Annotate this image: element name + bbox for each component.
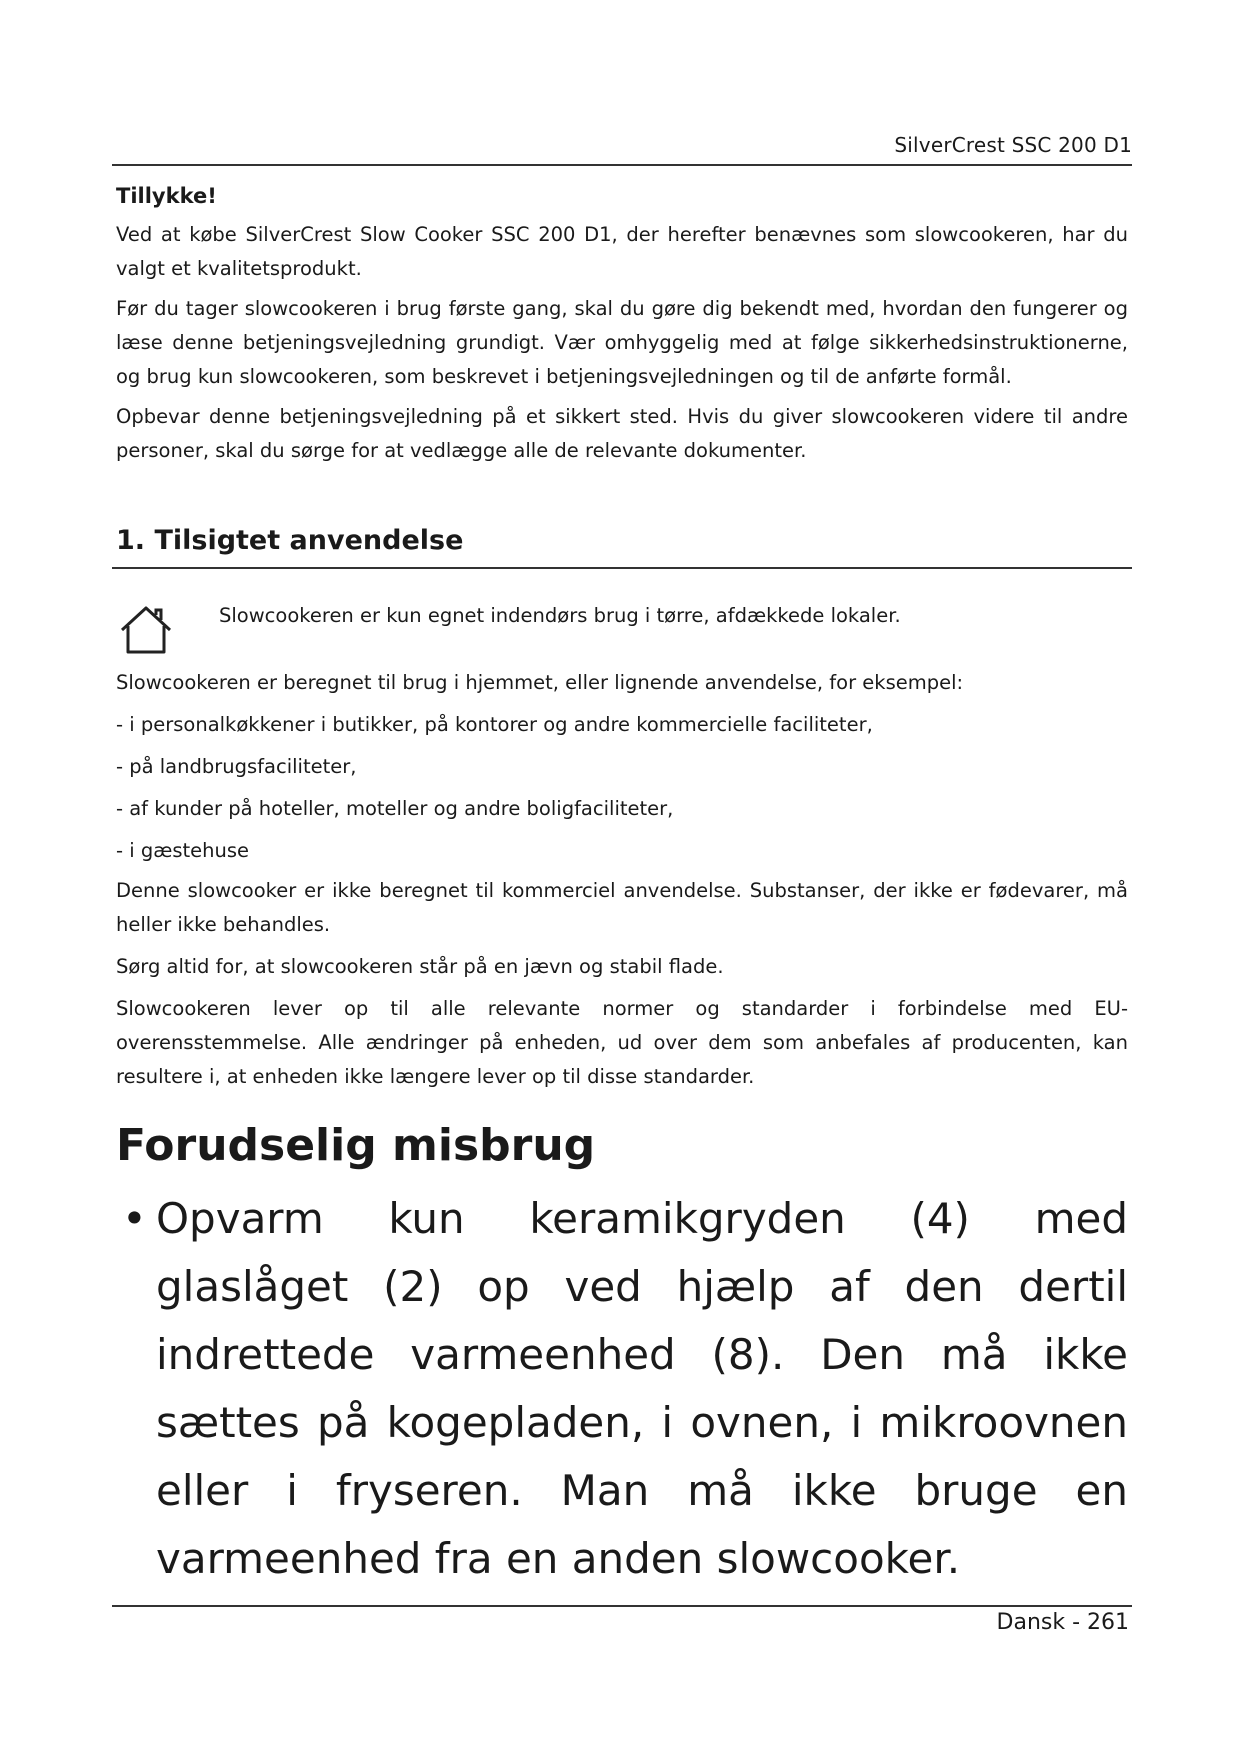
intro-paragraph: Ved at købe SilverCrest Slow Cooker SSC 200 D1, der herefter benævnes som slowcookeren, har du valgt et kvalitetsprodukt. xyxy=(116,223,1128,280)
misuse-item-text: Opvarm kun keramikgryden (4) med glaslåget (2) op ved hjælp af den dertil indrettede varmeenhed (8). Den må ikke sættes på kogepladen, i ovnen, i mikroovnen eller i fryseren. Man må ikke bruge en varmeenhed fra en anden slowcooker. xyxy=(156,1194,1128,1583)
usage-paragraph: Slowcookeren lever op til alle relevante normer og standarder i forbindelse med EU-overensstemmelse. Alle ændringer på enheden, ud over dem som anbefales af producenten, kan resultere i, at enheden ikke længere lever op til disse standarder. xyxy=(116,997,1128,1088)
intro-heading: Tillykke! xyxy=(116,184,217,208)
list-item: - på landbrugsfaciliteter, xyxy=(116,755,357,778)
intro-paragraph: Før du tager slowcookeren i brug første gang, skal du gøre dig bekendt med, hvordan den fungerer og læse denne betjeningsvejledning grundigt. Vær omhyggelig med at følge sikkerhedsinstruktionerne, og brug kun slowcookeren, som beskrevet i betjeningsvejledningen og til de anførte formål. xyxy=(116,297,1128,388)
usage-lead: Slowcookeren er beregnet til brug i hjemmet, eller lignende anvendelse, for eksempel: xyxy=(116,671,964,694)
header-product-name: SilverCrest SSC 200 D1 xyxy=(894,133,1132,157)
bullet-icon: • xyxy=(122,1194,147,1243)
misuse-list xyxy=(116,1185,1128,1593)
footer-divider xyxy=(112,1605,1132,1607)
list-item: - af kunder på hoteller, moteller og andre boligfaciliteter, xyxy=(116,797,674,820)
section-title: 1. Tilsigtet anvendelse xyxy=(116,525,464,556)
misuse-item xyxy=(116,1185,1128,1593)
header-divider xyxy=(112,164,1132,166)
indoor-notice-text: Slowcookeren er kun egnet indendørs brug i tørre, afdækkede lokaler. xyxy=(219,604,901,627)
usage-paragraph: Denne slowcooker er ikke beregnet til kommerciel anvendelse. Substanser, der ikke er fødevarer, må heller ikke behandles. xyxy=(116,879,1128,936)
intro-paragraph: Opbevar denne betjeningsvejledning på et sikkert sted. Hvis du giver slowcookeren videre til andre personer, skal du sørge for at vedlægge alle de relevante dokumenter. xyxy=(116,405,1128,462)
page-number: Dansk - 261 xyxy=(996,1610,1129,1635)
usage-section xyxy=(116,662,1128,1094)
usage-paragraph: Sørg altid for, at slowcookeren står på en jævn og stabil flade. xyxy=(116,955,724,978)
section-divider xyxy=(112,567,1132,569)
indoor-notice xyxy=(116,598,1128,658)
intro-section xyxy=(116,178,1128,468)
house-icon xyxy=(116,602,176,658)
misuse-title: Forudselig misbrug xyxy=(116,1120,596,1171)
list-item: - i gæstehuse xyxy=(116,839,250,862)
list-item: - i personalkøkkener i butikker, på kontorer og andre kommercielle faciliteter, xyxy=(116,713,873,736)
